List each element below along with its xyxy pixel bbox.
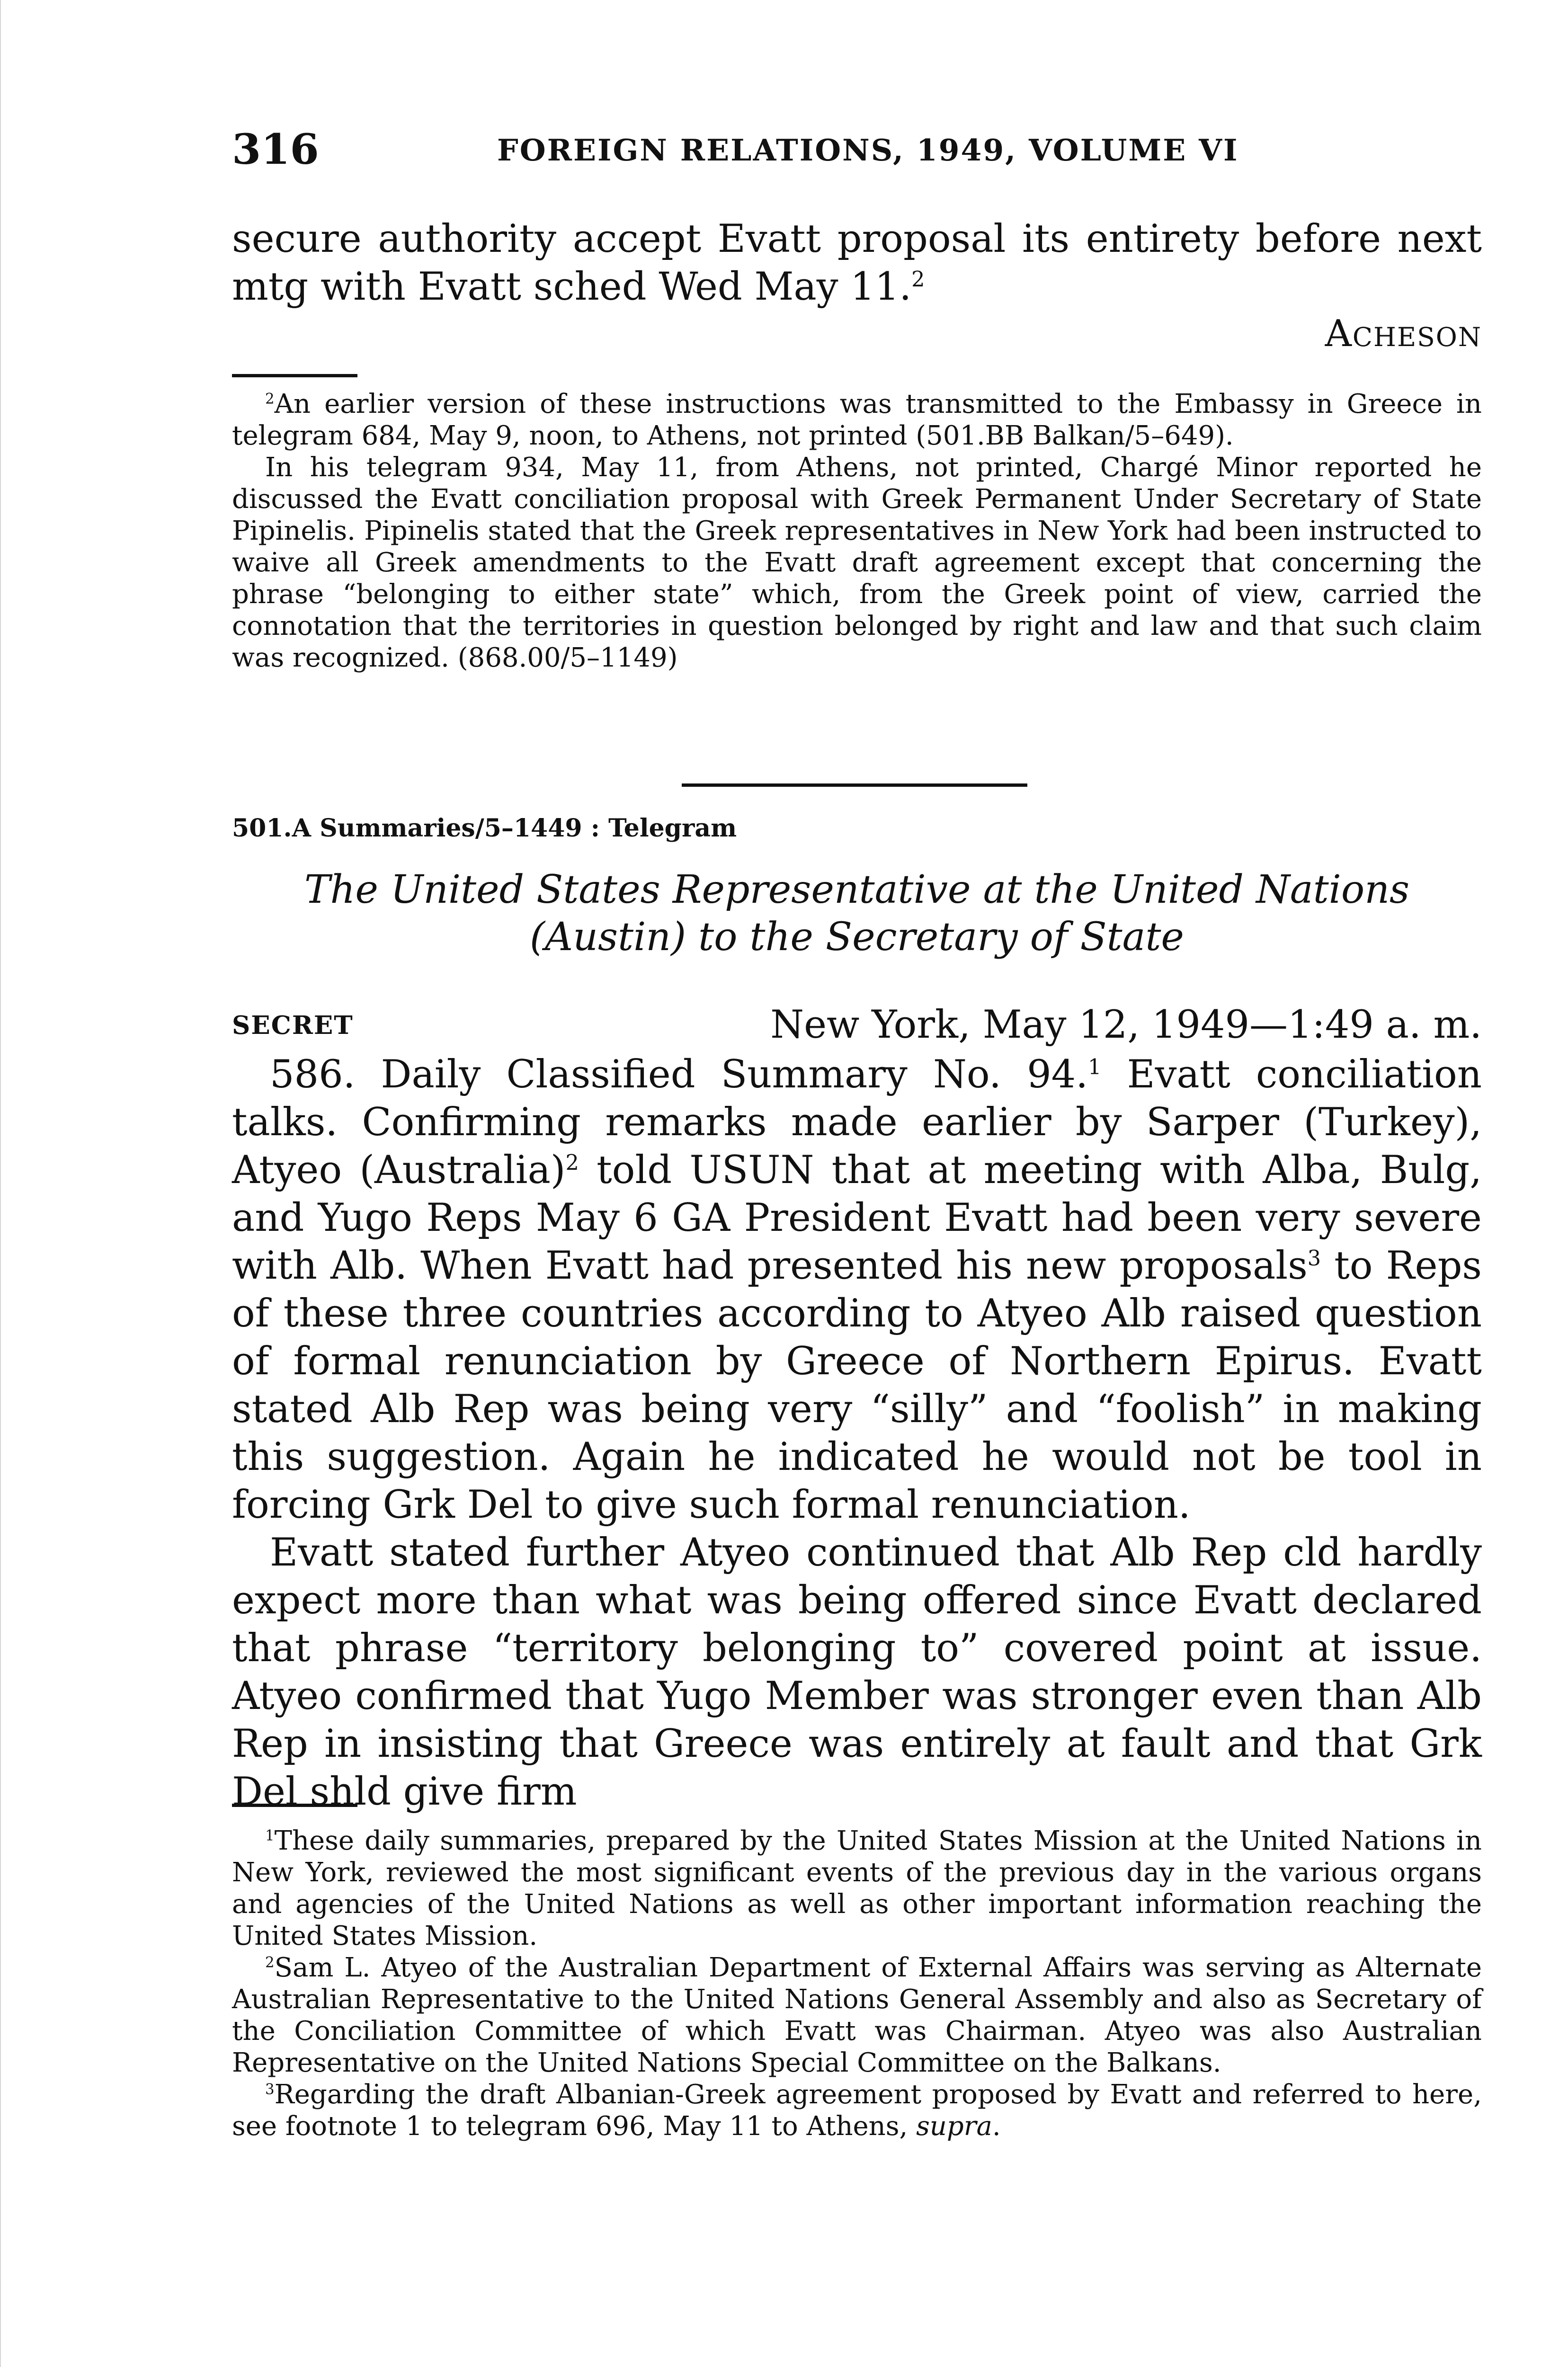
footnote-ref: 2 xyxy=(565,1150,579,1175)
paragraph: Evatt stated further Atyeo continued that Alb Rep cld hardly expect more than what was being offered since Evatt declared that phrase “territory belonging to” covered point at issue. Atyeo confirmed that Yugo Member was stronger even than Alb Rep in insisting that Greece was entirely at fault and that Grk Del shld give firm xyxy=(232,1531,1482,1814)
page-header xyxy=(232,125,1482,182)
previous-document-continuation xyxy=(232,215,1482,311)
footnote xyxy=(232,1952,1482,2079)
footnote-number: 2 xyxy=(265,1954,275,1971)
footnote-text: Regarding the draft Albanian-Greek agreement proposed by Evatt and referred to here, see footnote 1 to telegram 696, May 11 to Athens, xyxy=(232,2079,1482,2142)
dateline xyxy=(232,1001,1482,1053)
footnote-number: 1 xyxy=(265,1827,275,1844)
signature-name: Acheson xyxy=(1325,312,1482,355)
paragraph: 586. Daily Classified Summary No. 94.$^1$ Evatt conciliation talks. Confirming remarks made earlier by Sarper (Turkey), Atyeo (Australia)$^2$ told USUN that at meeting with Alba, Bulg, and Yugo Reps May 6 GA President Evatt had been very severe with Alb. When Evatt had presented his new proposals$^3$ to Reps of these three countries according to Atyeo Alb raised question of formal renunciation by Greece of Northern Epirus. Evatt stated Alb Rep was being very “silly” and “foolish” in making this suggestion. Again he indicated he would not be tool in forcing Grk Del to give such formal renunciation. xyxy=(232,1052,1482,1527)
footnote-number: 3 xyxy=(265,2081,275,2098)
footnote-continuation xyxy=(232,452,1482,674)
document-body xyxy=(232,1051,1482,1816)
footnote xyxy=(232,1825,1482,1952)
signature xyxy=(232,312,1482,357)
footnote-text: An earlier version of these instructions was transmitted to the Embassy in Greece in telegram 684, May 9, noon, to Athens, not printed (501.BB Balkan/5–649). xyxy=(232,389,1482,451)
footnote-text: In his telegram 934, May 11, from Athens, not printed, Chargé Minor reported he discussed the Evatt conciliation proposal with Greek Permanent Under Secretary of State Pipinelis. Pipinelis stated that the Greek representatives in New York had been instructed to waive all Greek amendments to the Evatt draft agreement except that concerning the phrase “belonging to either state” which, from the Greek point of view, carried the connotation that the territories in question belonged by right and law and that such claim was recognized. (868.00/5–1149) xyxy=(232,452,1482,673)
continuation-text: secure authority accept Evatt proposal its entirety before next mtg with Evatt sched Wed May 11. xyxy=(232,217,1482,309)
footnote-ref: 3 xyxy=(1307,1246,1321,1271)
footnotes-top xyxy=(232,388,1482,674)
footnote-text: Sam L. Atyeo of the Australian Department of External Affairs was serving as Alternate Australian Representative to the United Nations General Assembly and also as Secretary of the Conciliation Committee of which Evatt was Chairman. Atyeo was also Australian Representative on the United Nations Special Committee on the Balkans. xyxy=(232,1952,1482,2078)
page-number: 316 xyxy=(232,125,319,174)
document-heading: The United States Representative at the United Nations (Austin) to the Secretary of State xyxy=(304,867,1410,960)
footnote-divider xyxy=(232,374,357,377)
footnote xyxy=(232,388,1482,452)
footnote-number: 2 xyxy=(265,390,275,408)
document-file-id: 501.A Summaries/5–1449 : Telegram xyxy=(232,814,737,843)
footnote-text: These daily summaries, prepared by the United States Mission at the United Nations in New York, reviewed the most significant events of the previous day in the various organs and agencies of the United Nations as well as other important information reaching the United States Mission. xyxy=(232,1825,1482,1951)
footnote: $^3$Regarding the draft Albanian-Greek agreement proposed by Evatt and referred to here, see footnote 1 to telegram 696, May 11 to Athens, supra. xyxy=(232,2079,1482,2142)
footnotes-bottom xyxy=(232,1825,1482,2142)
section-divider xyxy=(682,783,1027,787)
classification: SECRET xyxy=(232,1011,354,1040)
footnote-italic: supra xyxy=(916,2111,992,2142)
place-date: New York, May 12, 1949—1:49 a. m. xyxy=(770,1003,1482,1047)
running-title: FOREIGN RELATIONS, 1949, VOLUME VI xyxy=(497,133,1239,168)
footnote-divider xyxy=(232,1804,357,1807)
footnote-ref: 2 xyxy=(911,267,925,292)
footnote-ref: 1 xyxy=(1087,1055,1102,1079)
